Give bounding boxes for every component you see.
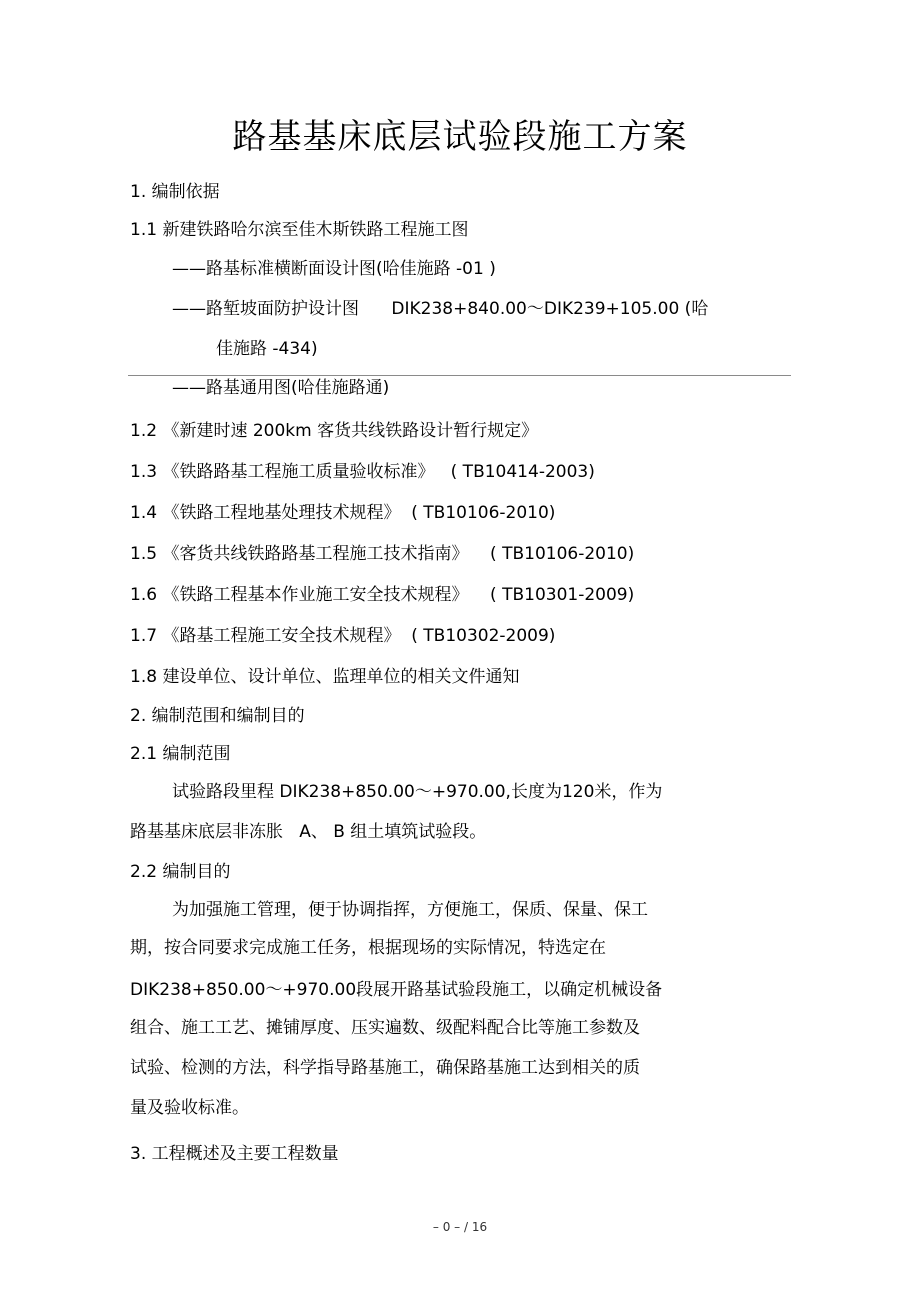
section-heading-3: 3. 工程概述及主要工程数量: [130, 1144, 339, 1164]
subsection-1-7: 1.7 《路基工程施工安全技术规程》 ( TB10302-2009): [130, 626, 556, 646]
section-heading-2: 2. 编制范围和编制目的: [130, 706, 305, 726]
reference-line-1-1-b-continued: 佳施路 -434): [216, 339, 318, 359]
section-heading-1: 1. 编制依据: [130, 182, 220, 202]
horizontal-divider: [128, 375, 791, 376]
reference-line-1-1-b: ——路堑坡面防护设计图 DIK238+840.00～DIK239+105.00 (哈: [172, 299, 709, 319]
subsection-1-3: 1.3 《铁路路基工程施工质量验收标准》 ( TB10414-2003): [130, 462, 595, 482]
paragraph-2-2-line-6: 量及验收标准。: [130, 1098, 249, 1118]
paragraph-2-2-line-3: DIK238+850.00～+970.00段展开路基试验段施工，以确定机械设备: [130, 980, 663, 1000]
paragraph-2-1-line-1: 试验路段里程 DIK238+850.00～+970.00,长度为120米，作为: [172, 782, 663, 802]
paragraph-2-2-line-2: 期，按合同要求完成施工任务，根据现场的实际情况，特选定在: [130, 938, 606, 958]
subsection-1-5: 1.5 《客货共线铁路路基工程施工技术指南》 ( TB10106-2010): [130, 544, 635, 564]
paragraph-2-2-line-4: 组合、施工工艺、摊铺厚度、压实遍数、级配料配合比等施工参数及: [130, 1018, 640, 1038]
subsection-1-8: 1.8 建设单位、设计单位、监理单位的相关文件通知: [130, 667, 520, 687]
subsection-1-2: 1.2 《新建时速 200km 客货共线铁路设计暂行规定》: [130, 421, 539, 441]
subsection-1-1: 1.1 新建铁路哈尔滨至佳木斯铁路工程施工图: [130, 220, 469, 240]
subsection-1-6: 1.6 《铁路工程基本作业施工安全技术规程》 ( TB10301-2009): [130, 585, 635, 605]
subsection-1-4: 1.4 《铁路工程地基处理技术规程》 ( TB10106-2010): [130, 503, 556, 523]
paragraph-2-1-line-2: 路基基床底层非冻胀 A、 B 组土填筑试验段。: [130, 822, 487, 842]
subsection-2-2: 2.2 编制目的: [130, 862, 231, 882]
page-number-footer: – 0 – / 16: [432, 1220, 488, 1234]
reference-line-1-1-a: ——路基标准横断面设计图(哈佳施路 -01 ): [172, 259, 496, 279]
paragraph-2-2-line-1: 为加强施工管理，便于协调指挥，方便施工，保质、保量、保工: [172, 900, 648, 920]
document-title: 路基基床底层试验段施工方案: [232, 117, 688, 157]
subsection-2-1: 2.1 编制范围: [130, 744, 231, 764]
paragraph-2-2-line-5: 试验、检测的方法，科学指导路基施工，确保路基施工达到相关的质: [130, 1058, 640, 1078]
reference-line-1-1-c: ——路基通用图(哈佳施路通): [172, 378, 390, 398]
